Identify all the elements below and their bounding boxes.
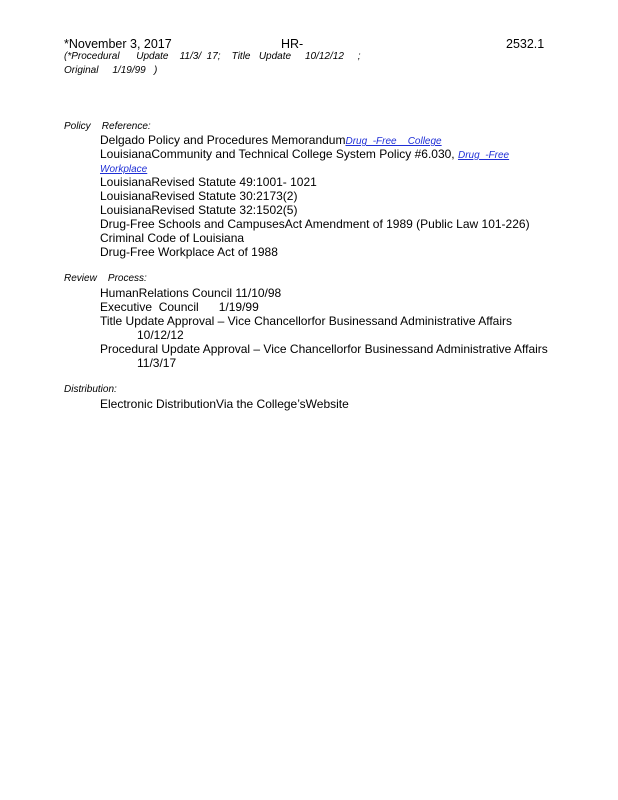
reference-link[interactable]: Drug -Free College xyxy=(345,136,442,147)
policy-reference-item: Criminal Code of Louisiana xyxy=(100,231,245,245)
distribution-text: Electronic DistributionVia the College’sWebsite xyxy=(100,397,349,411)
policy-reference-item: Drug-Free Schools and CampusesAct Amendment of 1989 (Public Law 101-226) xyxy=(100,217,530,231)
policy-reference-item xyxy=(100,133,442,147)
policy-reference-heading: Policy Reference: xyxy=(64,121,151,132)
reference-link[interactable]: Drug -Free xyxy=(457,150,510,161)
header-code: HR- xyxy=(281,37,304,51)
review-process-item: Title Update Approval – Vice Chancellorfor Businessand Administrative Affairs xyxy=(100,314,512,328)
review-process-item: 10/12/12 xyxy=(137,328,184,342)
policy-reference-item xyxy=(100,161,147,175)
header-history-line2: Original 1/19/99 ) xyxy=(64,65,158,76)
policy-reference-item: LouisianaRevised Statute 32:1502(5) xyxy=(100,203,298,217)
header-history-line1: (*Procedural Update 11/3/ 17; Title Update 10/12/12 ; xyxy=(64,51,361,62)
review-process-item: Executive Council 1/19/99 xyxy=(100,300,259,314)
header-number: 2532.1 xyxy=(506,37,545,51)
reference-link[interactable]: Workplace xyxy=(100,164,148,175)
review-process-item: 11/3/17 xyxy=(137,356,177,370)
header-date: *November 3, 2017 xyxy=(64,37,172,51)
review-process-heading: Review Process: xyxy=(64,273,147,284)
policy-reference-item: Drug-Free Workplace Act of 1988 xyxy=(100,245,278,259)
policy-reference-item: LouisianaRevised Statute 30:2173(2) xyxy=(100,189,298,203)
distribution-heading: Distribution: xyxy=(64,384,117,395)
review-process-item: HumanRelations Council 11/10/98 xyxy=(100,286,282,300)
reference-text: LouisianaCommunity and Technical College System Policy #6.030, xyxy=(100,147,458,161)
reference-text: Delgado Policy and Procedures Memorandum xyxy=(100,133,346,147)
policy-reference-item: LouisianaRevised Statute 49:1001- 1021 xyxy=(100,175,317,189)
policy-reference-item xyxy=(100,147,509,161)
review-process-item: Procedural Update Approval – Vice Chancellorfor Businessand Administrative Affairs xyxy=(100,342,548,356)
